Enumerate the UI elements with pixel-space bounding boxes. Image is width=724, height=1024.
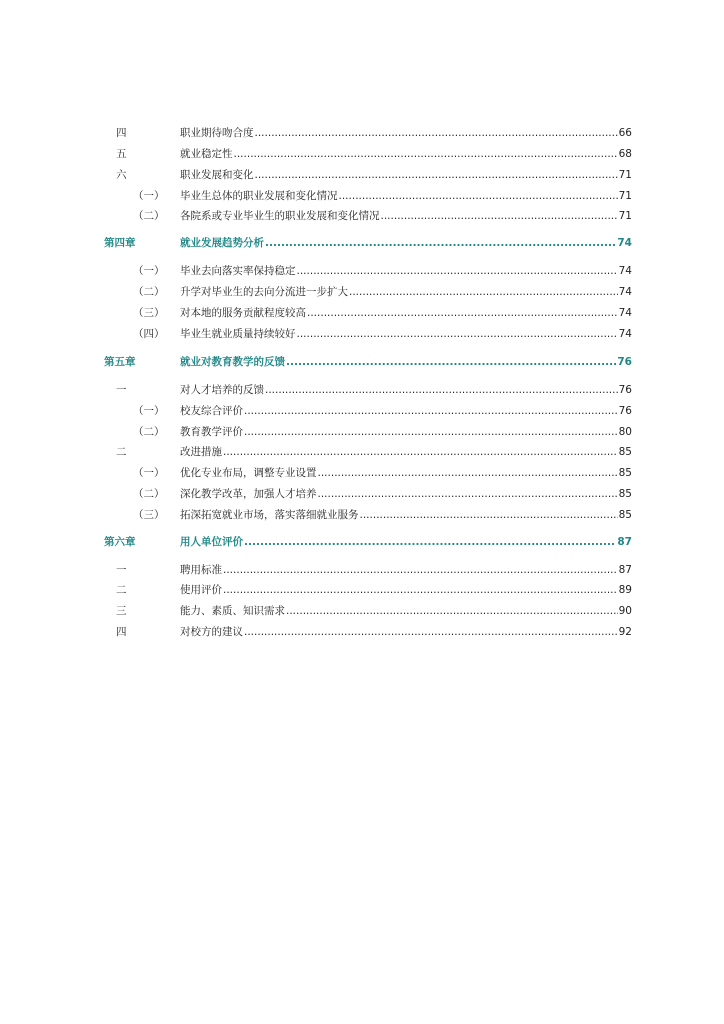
toc-entry-page: 85 — [618, 446, 632, 458]
toc-chapter-page: 74 — [617, 237, 632, 249]
toc-entry-title: 能力、素质、知识需求 — [180, 605, 285, 617]
toc-entry-number: （一） — [133, 265, 165, 277]
toc-entry-title: 使用评价 — [180, 584, 222, 596]
dot-leader — [265, 233, 616, 253]
dot-leader — [307, 303, 618, 323]
toc-chapter-number: 第六章 — [104, 536, 136, 548]
toc-entry[interactable] — [0, 324, 724, 344]
toc-entry-page: 76 — [618, 405, 632, 417]
toc-entry-page: 74 — [618, 328, 632, 340]
dot-leader — [255, 165, 618, 185]
toc-chapter-entry[interactable] — [0, 532, 724, 552]
toc-entry-number: 五 — [116, 148, 127, 160]
toc-entry[interactable] — [0, 186, 724, 206]
dot-leader — [255, 123, 618, 143]
dot-leader — [286, 601, 618, 621]
toc-entry-number: 二 — [116, 584, 127, 596]
toc-entry[interactable] — [0, 560, 724, 580]
toc-entry-number: （二） — [133, 488, 165, 500]
toc-entry-page: 90 — [618, 605, 632, 617]
toc-chapter-title: 就业对教育教学的反馈 — [180, 356, 285, 368]
toc-entry-page: 76 — [618, 384, 632, 396]
dot-leader — [349, 282, 618, 302]
dot-leader — [318, 484, 618, 504]
dot-leader — [265, 380, 618, 400]
dot-leader — [297, 261, 618, 281]
dot-leader — [297, 324, 618, 344]
toc-entry[interactable] — [0, 144, 724, 164]
toc-entry-page: 74 — [618, 286, 632, 298]
toc-entry[interactable] — [0, 123, 724, 143]
toc-entry-title: 优化专业布局，调整专业设置 — [180, 467, 317, 479]
toc-entry[interactable] — [0, 463, 724, 483]
toc-entry-number: 二 — [116, 446, 127, 458]
toc-chapter-entry[interactable] — [0, 233, 724, 253]
toc-entry-title: 就业稳定性 — [180, 148, 233, 160]
dot-leader — [223, 442, 618, 462]
toc-entry-title: 深化教学改革，加强人才培养 — [180, 488, 317, 500]
toc-entry-number: 四 — [116, 626, 127, 638]
toc-entry[interactable] — [0, 380, 724, 400]
dot-leader — [234, 144, 618, 164]
toc-entry-title: 对校方的建议 — [180, 626, 243, 638]
dot-leader — [223, 560, 618, 580]
toc-entry-title: 改进措施 — [180, 446, 222, 458]
toc-entry-page: 85 — [618, 467, 632, 479]
dot-leader — [381, 206, 618, 226]
toc-entry-title: 校友综合评价 — [180, 405, 243, 417]
toc-entry-page: 71 — [618, 190, 632, 202]
toc-entry-title: 毕业生就业质量持续较好 — [180, 328, 296, 340]
dot-leader — [223, 580, 618, 600]
toc-entry-page: 68 — [618, 148, 632, 160]
toc-entry-number: （一） — [133, 190, 165, 202]
toc-entry-number: （二） — [133, 210, 165, 222]
toc-chapter-title: 就业发展趋势分析 — [180, 237, 264, 249]
toc-entry[interactable] — [0, 165, 724, 185]
dot-leader — [339, 186, 618, 206]
toc-entry[interactable] — [0, 422, 724, 442]
toc-entry-title: 各院系或专业毕业生的职业发展和变化情况 — [180, 210, 380, 222]
toc-entry-number: 六 — [116, 169, 127, 181]
toc-entry-page: 74 — [618, 265, 632, 277]
toc-entry-number: （三） — [133, 509, 165, 521]
toc-entry-page: 85 — [618, 509, 632, 521]
dot-leader — [286, 352, 616, 372]
toc-entry-number: 一 — [116, 564, 127, 576]
toc-entry-number: （二） — [133, 426, 165, 438]
toc-entry-page: 80 — [618, 426, 632, 438]
toc-entry[interactable] — [0, 206, 724, 226]
toc-entry-page: 92 — [618, 626, 632, 638]
toc-entry[interactable] — [0, 601, 724, 621]
toc-entry-number: （一） — [133, 405, 165, 417]
toc-entry-title: 职业发展和变化 — [180, 169, 254, 181]
toc-chapter-page: 76 — [617, 356, 632, 368]
toc-entry[interactable] — [0, 303, 724, 323]
toc-entry[interactable] — [0, 261, 724, 281]
toc-entry-title: 职业期待吻合度 — [180, 127, 254, 139]
toc-entry-page: 66 — [618, 127, 632, 139]
toc-chapter-page: 87 — [617, 536, 632, 548]
toc-entry-title: 毕业生总体的职业发展和变化情况 — [180, 190, 338, 202]
dot-leader — [244, 532, 616, 552]
toc-entry[interactable] — [0, 622, 724, 642]
toc-entry[interactable] — [0, 484, 724, 504]
toc-entry[interactable] — [0, 401, 724, 421]
toc-entry-page: 71 — [618, 169, 632, 181]
toc-entry-title: 毕业去向落实率保持稳定 — [180, 265, 296, 277]
toc-entry-page: 85 — [618, 488, 632, 500]
dot-leader — [318, 463, 618, 483]
toc-entry-number: 三 — [116, 605, 127, 617]
toc-entry[interactable] — [0, 505, 724, 525]
dot-leader — [244, 422, 618, 442]
toc-entry-title: 聘用标准 — [180, 564, 222, 576]
toc-entry-number: 四 — [116, 127, 127, 139]
toc-entry-title: 对人才培养的反馈 — [180, 384, 264, 396]
toc-entry-title: 教育教学评价 — [180, 426, 243, 438]
toc-entry[interactable] — [0, 282, 724, 302]
toc-entry[interactable] — [0, 580, 724, 600]
toc-chapter-number: 第四章 — [104, 237, 136, 249]
toc-entry[interactable] — [0, 442, 724, 462]
dot-leader — [360, 505, 618, 525]
toc-entry-number: （四） — [133, 328, 165, 340]
toc-entry-number: （一） — [133, 467, 165, 479]
toc-entry-number: 一 — [116, 384, 127, 396]
toc-entry-page: 71 — [618, 210, 632, 222]
toc-chapter-number: 第五章 — [104, 356, 136, 368]
toc-entry-title: 拓深拓宽就业市场，落实落细就业服务 — [180, 509, 359, 521]
toc-entry-number: （二） — [133, 286, 165, 298]
dot-leader — [244, 401, 618, 421]
toc-chapter-title: 用人单位评价 — [180, 536, 243, 548]
toc-entry-page: 89 — [618, 584, 632, 596]
dot-leader — [244, 622, 618, 642]
toc-entry-title: 对本地的服务贡献程度较高 — [180, 307, 306, 319]
toc-chapter-entry[interactable] — [0, 352, 724, 372]
toc-entry-page: 87 — [618, 564, 632, 576]
toc-entry-page: 74 — [618, 307, 632, 319]
toc-entry-title: 升学对毕业生的去向分流进一步扩大 — [180, 286, 348, 298]
toc-entry-number: （三） — [133, 307, 165, 319]
